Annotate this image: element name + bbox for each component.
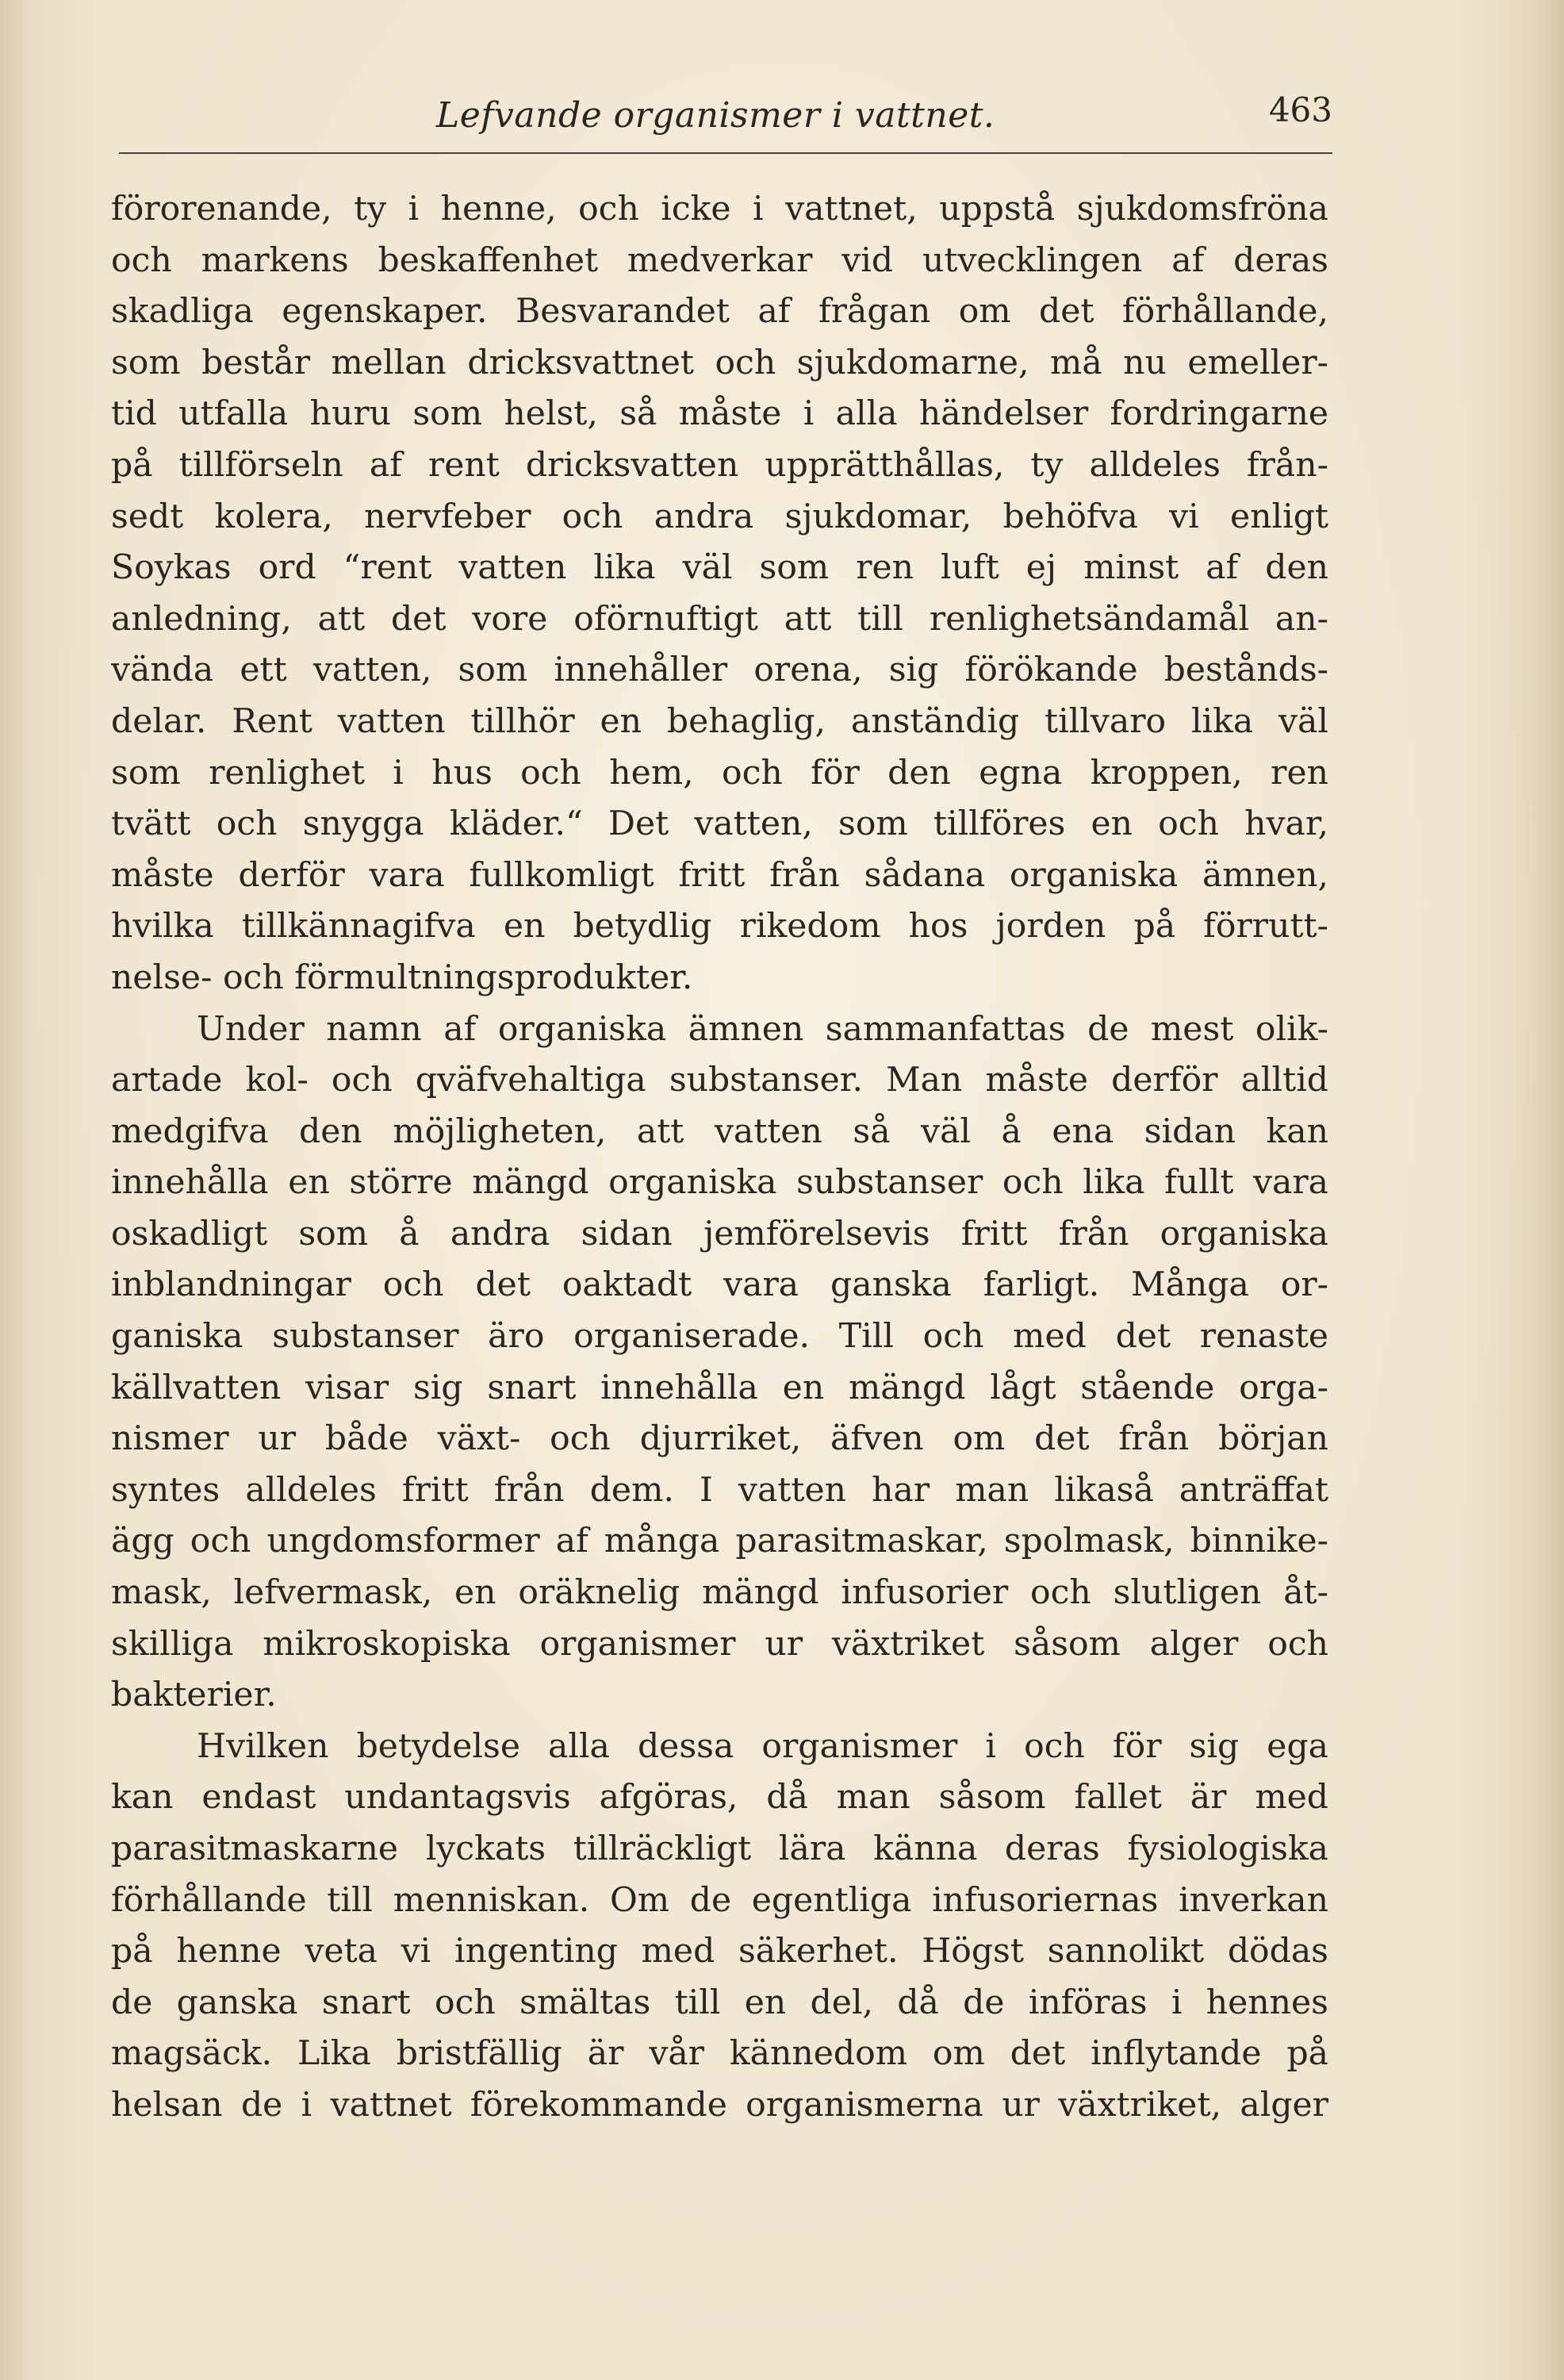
- text-line: artade kol- och qväfvehaltiga substanser. Man måste derför alltid: [111, 1061, 1328, 1100]
- text-line: delar. Rent vatten tillhör en behaglig, anständig tillvaro lika väl: [111, 701, 1328, 741]
- page-number: 463: [1268, 90, 1332, 129]
- text-line: tvätt och snygga kläder.“ Det vatten, som tillföres en och hvar,: [111, 804, 1328, 844]
- text-line: Hvilken betydelse alla dessa organismer i och för sig ega: [197, 1726, 1328, 1766]
- text-line: helsan de i vattnet förekommande organismerna ur växtriket, alger: [111, 2085, 1328, 2125]
- text-line: Soykas ord “rent vatten lika väl som ren luft ej minst af den: [111, 548, 1328, 588]
- page-header: [119, 86, 1332, 149]
- text-line: sedt kolera, nervfeber och andra sjukdomar, behöfva vi enligt: [111, 497, 1328, 536]
- text-line: skilliga mikroskopiska organismer ur växtriket såsom alger och: [111, 1624, 1328, 1664]
- text-line: innehålla en större mängd organiska substanser och lika fullt vara: [111, 1163, 1328, 1203]
- text-line: som renlighet i hus och hem, och för den egna kroppen, ren: [111, 753, 1328, 793]
- text-line: på tillförseln af rent dricksvatten upprätthållas, ty alldeles från-: [111, 445, 1328, 485]
- text-line: mask, lefvermask, en oräknelig mängd infusorier och slutligen åt-: [111, 1573, 1328, 1613]
- text-line: inblandningar och det oaktadt vara ganska farligt. Många or-: [111, 1265, 1328, 1305]
- text-line: måste derför vara fullkomligt fritt från sådana organiska ämnen,: [111, 855, 1328, 895]
- paragraph-2: [111, 1004, 1328, 1722]
- text-line: på henne veta vi ingenting med säkerhet. Högst sannolikt dödas: [111, 1932, 1328, 1971]
- text-line: som består mellan dricksvattnet och sjukdomarne, må nu emeller-: [111, 343, 1328, 382]
- text-line: och markens beskaffenhet medverkar vid utvecklingen af deras: [111, 240, 1328, 280]
- paragraph-1: [111, 184, 1328, 1004]
- text-line: källvatten visar sig snart innehålla en mängd lågt stående orga-: [111, 1368, 1328, 1407]
- text-line: tid utfalla huru som helst, så måste i alla händelser fordringarne: [111, 394, 1328, 434]
- text-line: ganiska substanser äro organiserade. Till och med det renaste: [111, 1317, 1328, 1357]
- text-line: parasitmaskarne lyckats tillräckligt lära känna deras fysiologiska: [111, 1829, 1328, 1868]
- text-line: förorenande, ty i henne, och icke i vattnet, uppstå sjukdomsfröna: [111, 190, 1328, 228]
- text-line: förhållande till menniskan. Om de egentliga infusoriernas inverkan: [111, 1880, 1328, 1920]
- text-line: vända ett vatten, som innehåller orena, sig förökande bestånds-: [111, 651, 1328, 690]
- text-line: hvilka tillkännagifva en betydlig rikedom hos jorden på förrutt-: [111, 907, 1328, 946]
- text-line: ägg och ungdomsformer af många parasitmaskar, spolmask, binnike-: [111, 1522, 1328, 1561]
- text-line: bakterier.: [111, 1676, 277, 1715]
- paragraph-3: [111, 1722, 1328, 2132]
- text-line: kan endast undantagsvis afgöras, då man såsom fallet är med: [111, 1778, 1328, 1818]
- text-line: Under namn af organiska ämnen sammanfattas de mest olik-: [197, 1009, 1328, 1049]
- text-line: nelse- och förmultningsprodukter.: [111, 958, 693, 997]
- text-line: medgifva den möjligheten, att vatten så väl å ena sidan kan: [111, 1111, 1328, 1151]
- text-line: skadliga egenskaper. Besvarandet af frågan om det förhållande,: [111, 292, 1328, 332]
- text-line: syntes alldeles fritt från dem. I vatten har man likaså anträffat: [111, 1470, 1328, 1510]
- body-text: [111, 184, 1328, 2132]
- text-line: de ganska snart och smältas till en del, då de införas i hennes: [111, 1983, 1328, 2022]
- running-title: Lefvande organismer i vattnet.: [436, 95, 995, 136]
- text-line: magsäck. Lika bristfällig är vår kännedom om det inflytande på: [111, 2034, 1328, 2074]
- text-line: anledning, att det vore oförnuftigt att till renlighetsändamål an-: [111, 599, 1328, 639]
- text-line: nismer ur både växt- och djurriket, äfven om det från början: [111, 1419, 1328, 1459]
- text-line: oskadligt som å andra sidan jemförelsevis fritt från organiska: [111, 1214, 1328, 1253]
- header-rule: [119, 152, 1332, 154]
